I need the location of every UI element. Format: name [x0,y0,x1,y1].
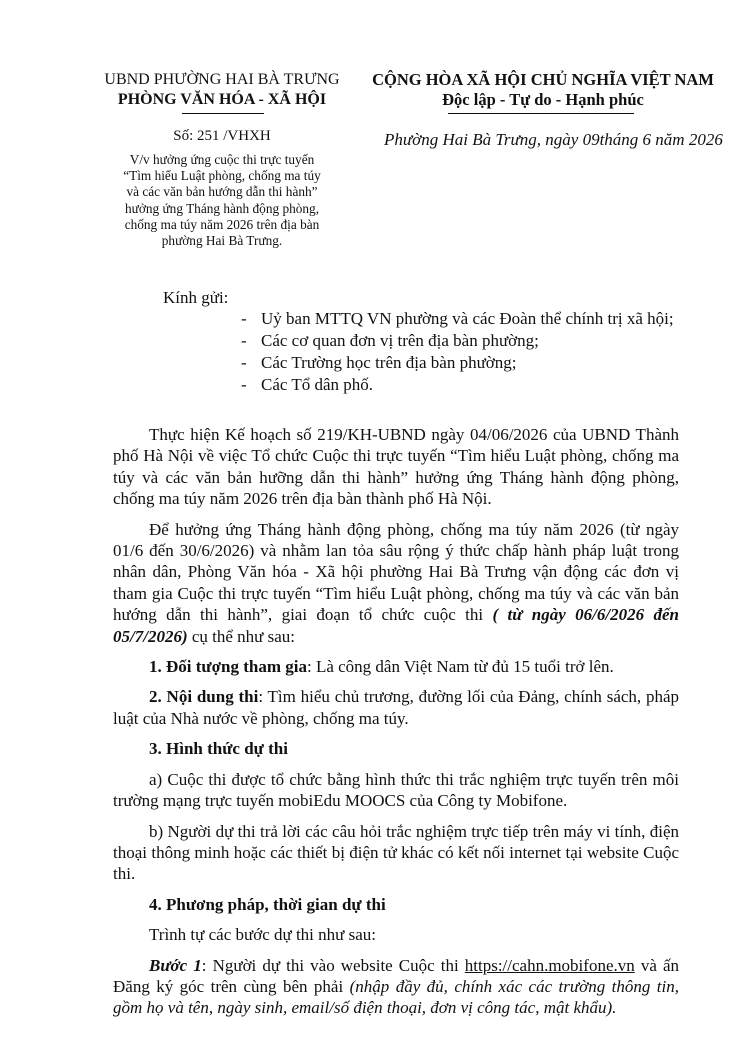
place-and-date: Phường Hai Bà Trưng, ngày 09tháng 6 năm 2026 [384,130,723,149]
section-content [113,686,679,729]
paragraph-text: Để hưởng ứng Tháng hành động phòng, chống ma túy năm 2026 (từ ngày 01/6 đến 30/6/2026) và nhằm lan tỏa sâu rộng ý thức chấp hành pháp luật trong nhân dân, Phòng Văn hóa - Xã hội phường Hai Bà Trưng vận động các đơn vị tham gia Cuộc thi trực tuyến “Tìm hiểu Luật phòng, chống ma túy và các văn bản hướng dẫn thi hành”, giai đoạn tổ chức cuộc thi [113,519,679,625]
paragraph-campaign [113,519,679,647]
step-text: và ấn Đăng ký góc trên cùng bên phải [113,955,679,996]
recipient-text: Các cơ quan đơn vị trên địa bàn phường; [261,331,539,350]
recipient-item: - Uỷ ban MTTQ VN phường và các Đoàn thể chính trị xã hội; [241,309,674,328]
contest-period: ( từ ngày 06/6/2026 đến 05/7/2026) [113,605,680,646]
section-title-method: 4. Phương pháp, thời gian dự thi [149,894,386,914]
section-title: 2. Nội dung thi [149,687,259,707]
step-note: (nhập đầy đủ, chính xác các trường thông tin, gồm họ và tên, ngày sinh, email/số điện thoại, đơn vị công tác, mật khẩu). [113,976,679,1018]
document-body [113,424,679,1028]
contest-website-link[interactable]: https://cahn.mobifone.vn [464,955,635,975]
agency-name: UBND PHƯỜNG HAI BÀ TRƯNG [104,71,340,88]
steps-intro: Trình tự các bước dự thi như sau: [149,925,377,945]
nation-name: CỘNG HÒA XÃ HỘI CHỦ NGHĨA VIỆT NAM [372,70,714,89]
issuing-agency-block [92,70,352,110]
section-title-format: 3. Hình thức dự thi [149,739,288,759]
recipient-text: Các Trường học trên địa bàn phường; [261,353,517,372]
recipient-text: Uỷ ban MTTQ VN phường và các Đoàn thể chính trị xã hội; [261,309,674,328]
step-1 [113,955,679,1019]
step-text: : Người dự thi vào website Cuộc thi [201,955,465,975]
section-text: : Tìm hiểu chủ trương, đường lối của Đảng, chính sách, pháp luật của Nhà nước về phòng, chống ma túy. [113,687,680,728]
national-title-block [360,70,726,110]
document-subject [92,152,352,249]
subject-line: và các văn bản hướng dẫn thi hành” [126,184,318,200]
subject-line: “Tìm hiểu Luật phòng, chống ma túy [123,168,321,184]
section-format-b: b) Người dự thi trả lời các câu hỏi trắc nghiệm trực tiếp trên máy vi tính, điện thoại thông minh hoặc các thiết bị điện tử khác có kết nối internet tại website Cuộc thi. [113,821,679,884]
recipient-text: Các Tổ dân phố. [261,375,374,394]
subject-line: phường Hai Bà Trưng. [161,233,283,249]
department-name: PHÒNG VĂN HÓA - XÃ HỘI [117,91,327,108]
motto-underline [448,113,634,114]
recipients-label: Kính gửi: [163,288,229,307]
subject-line: V/v hưởng ứng cuộc thi trực tuyến [129,152,315,167]
paragraph-plan-reference: Thực hiện Kế hoạch số 219/KH-UBND ngày 04/06/2026 của UBND Thành phố Hà Nội về việc Tổ chức Cuộc thi trực tuyến “Tìm hiểu Luật phòng, chống ma túy và các văn bản hưỡng dẫn thi hành” hưởng ứng Tháng hành động phòng, chống ma túy năm 2026 trên địa bàn thành phố Hà Nội. [113,425,679,509]
paragraph-text: cụ thể như sau: [187,626,296,646]
subject-line: chống ma túy năm 2026 trên địa bàn [124,216,320,232]
recipient-item: - Các Tổ dân phố. [241,375,374,394]
section-format-a: a) Cuộc thi được tổ chức bằng hình thức thi trắc nghiệm trực tuyến trên môi trường mạng trực tuyến mobiEdu MOOCS của Công ty Mobifone. [113,769,679,811]
step-label: Bước 1 [149,955,202,975]
recipient-item: - Các cơ quan đơn vị trên địa bàn phường; [241,331,539,350]
section-title: 1. Đối tượng tham gia [149,657,307,677]
section-participants [113,656,679,677]
document-number: Số: 251 /VHXH [173,128,271,144]
national-motto: Độc lập - Tự do - Hạnh phúc [442,90,644,109]
recipient-item: - Các Trường học trên địa bàn phường; [241,353,517,372]
section-text: : Là công dân Việt Nam từ đủ 15 tuổi trở lên. [306,657,614,677]
department-underline [182,113,264,114]
subject-line: hưởng ứng Tháng hành động phòng, [124,200,320,216]
